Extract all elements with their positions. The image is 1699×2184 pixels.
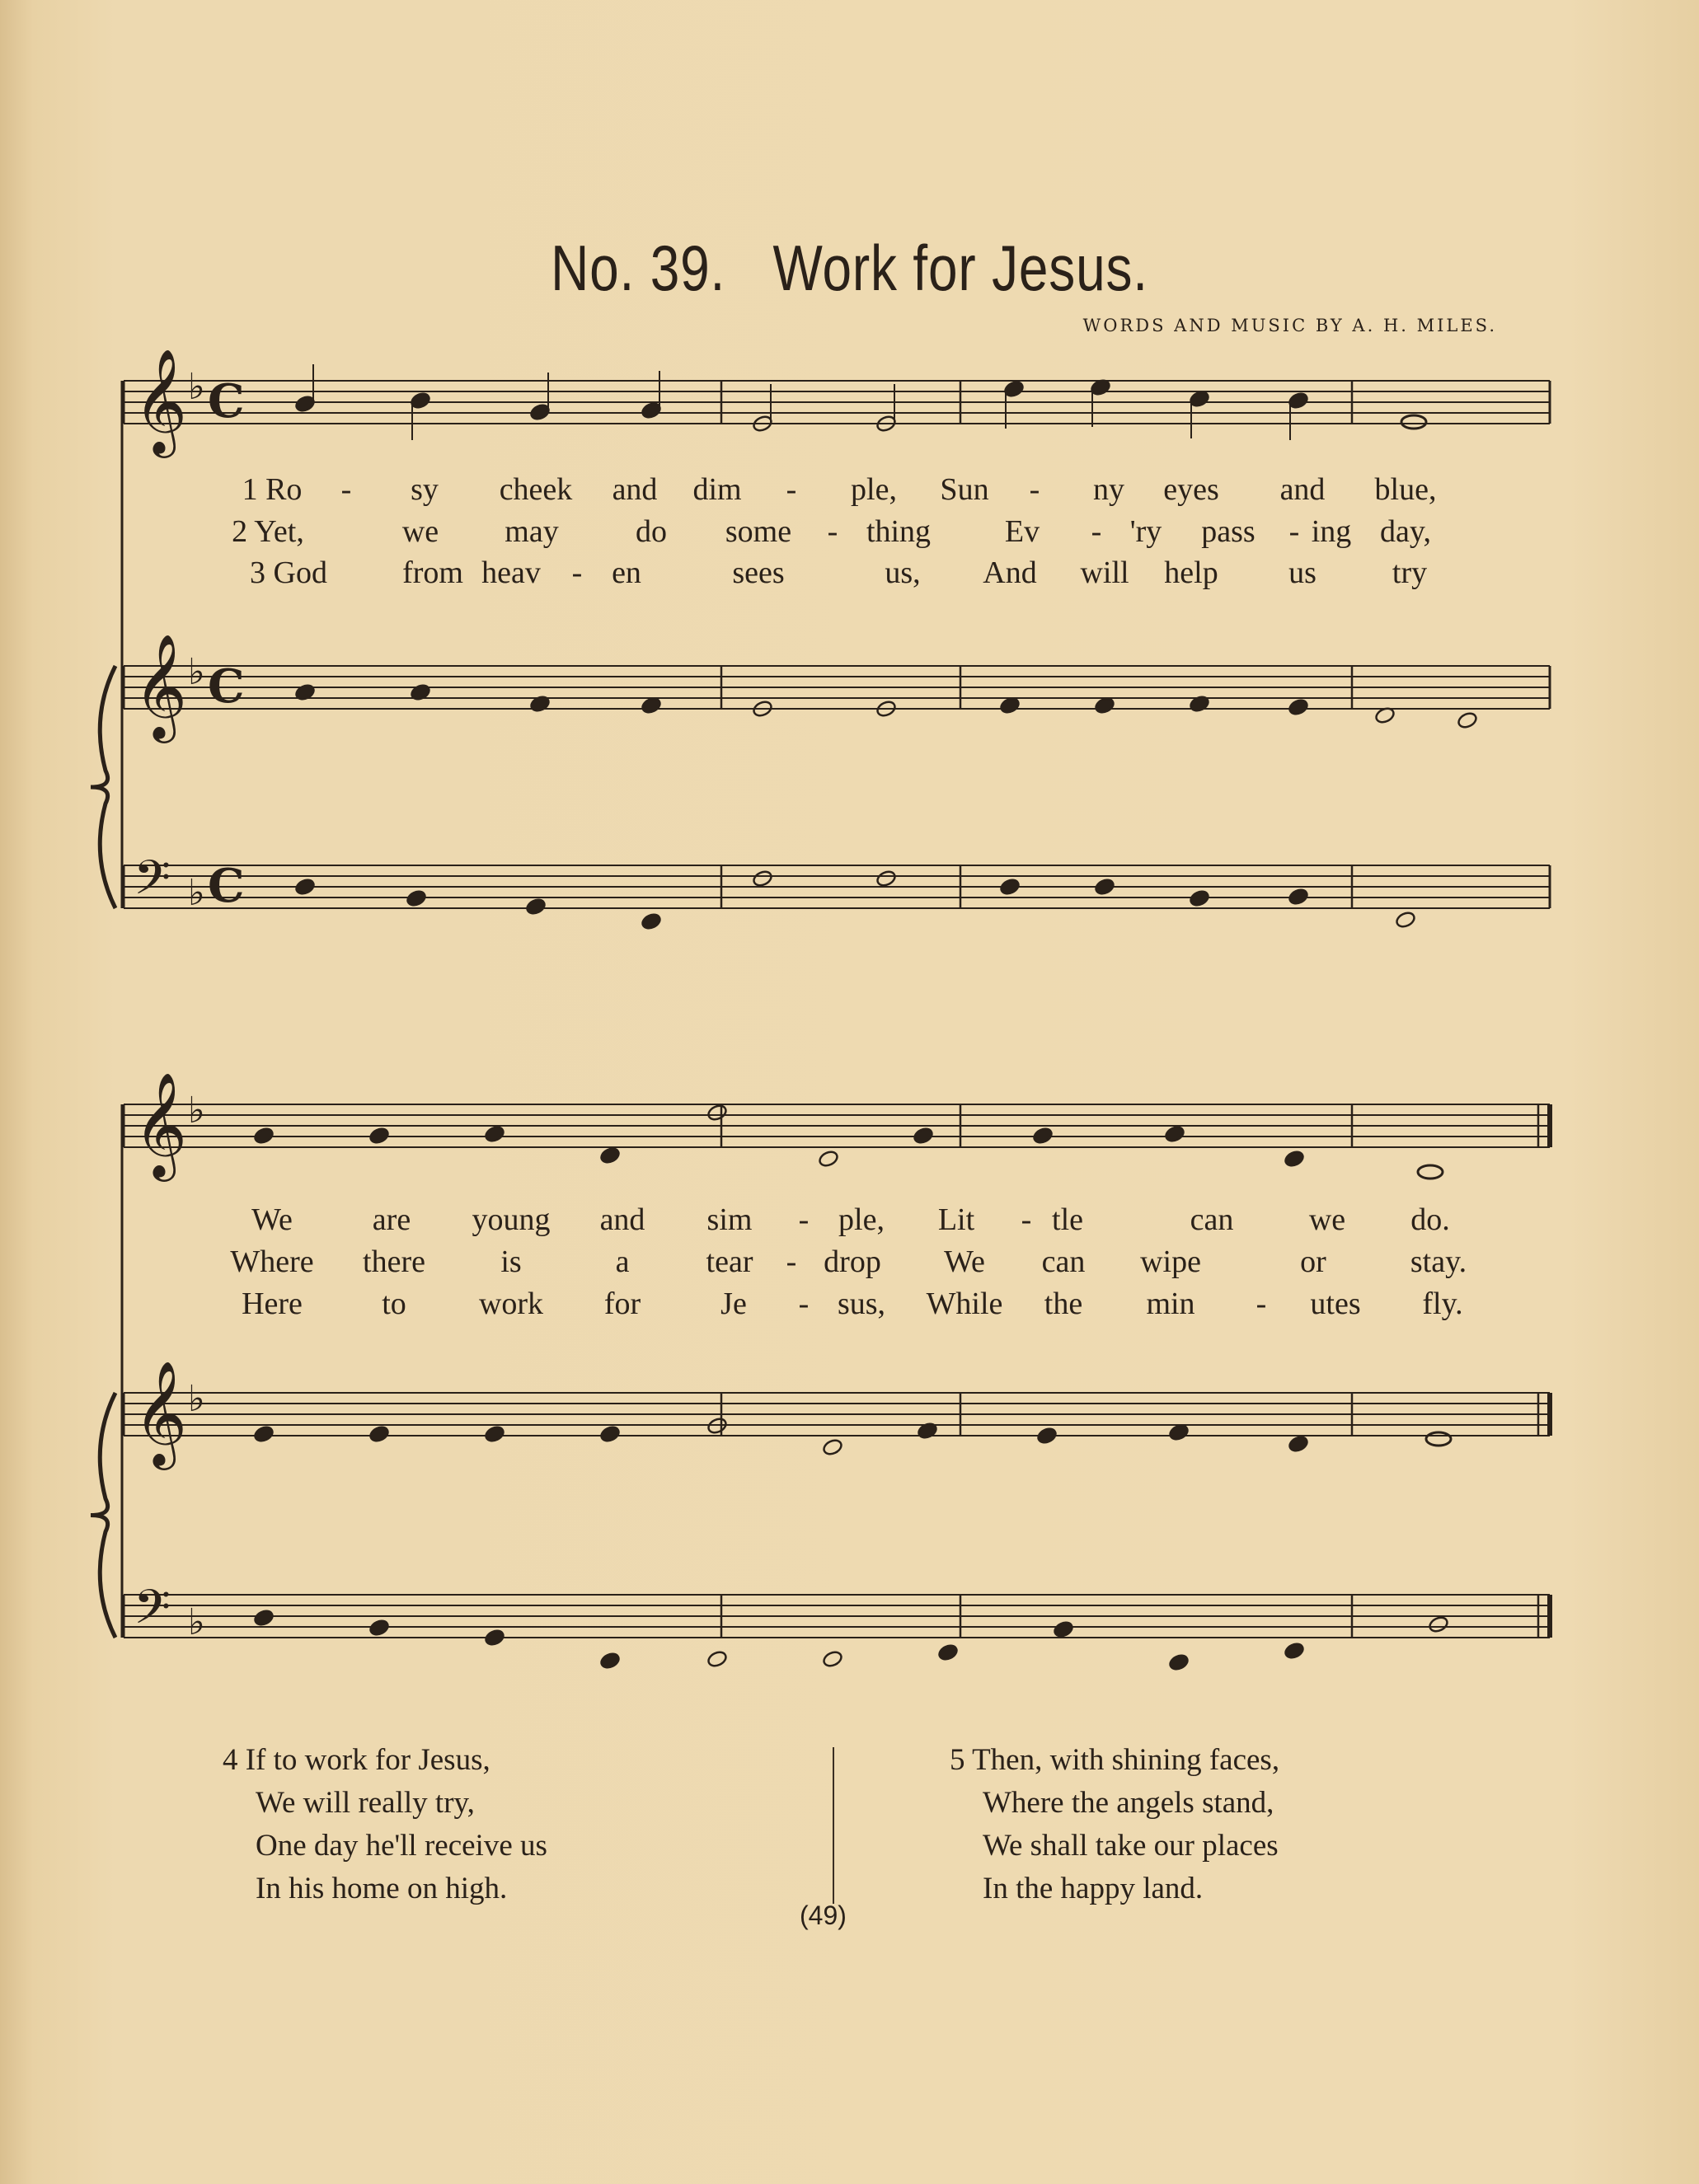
system-2-alto-half-note <box>822 1438 843 1457</box>
system-1-lyric-line-3-syllable: sees <box>732 555 785 590</box>
system-2-lyric-line-1-syllable: Lit <box>937 1202 975 1237</box>
system-1-bass-half-note <box>875 869 897 888</box>
system-1-lyric-line-2-syllable: may <box>505 514 559 549</box>
system-2-lyric-line-3-syllable: sus, <box>837 1286 886 1321</box>
system-2-lyric-line-2-syllable: We <box>944 1244 985 1279</box>
system-2-lyric-line-1-syllable: tle <box>1052 1202 1083 1237</box>
system-1-lyric-line-1-syllable: dim <box>692 472 742 507</box>
system-1-lyric-line-2-syllable: some <box>725 514 792 549</box>
system-1-bass-half-note <box>1395 911 1416 930</box>
system-1-lyric-line-3-syllable: And <box>983 555 1037 590</box>
system-2-lyric-line-2-syllable: is <box>500 1244 522 1279</box>
system-2-lyric-line-1-syllable: are <box>372 1202 411 1237</box>
system-2-bass-staff-flat-key-signature: ♭ <box>188 1601 205 1643</box>
system-1-lyric-line-2-syllable: day, <box>1380 514 1431 549</box>
system-2-lyric-line-1-syllable: We <box>251 1202 293 1237</box>
system-1-alto-quarter-note <box>529 695 551 714</box>
verse-4-line-3: One day he'll receive us <box>256 1829 547 1863</box>
system-1-lyric-line-2-syllable: thing <box>866 514 932 549</box>
system-2-lyric-line-3-syllable: Here <box>242 1286 303 1321</box>
system-1-lyric-line-1-syllable: - <box>1029 472 1040 507</box>
system-1-lyric-line-1-syllable: - <box>340 472 352 507</box>
system-1-alto-half-note <box>1457 711 1478 730</box>
system-1-lyric-line-2-syllable: - <box>1288 514 1300 549</box>
system-1-bass-quarter-note <box>999 878 1021 897</box>
system-1-bass-staff-common-time: C <box>208 859 245 913</box>
system-2-bass-staff-bass-clef: 𝄢 <box>134 1579 171 1647</box>
system-2-lyric-line-2-syllable: - <box>786 1244 797 1279</box>
system-1-lyric-line-1-syllable: and <box>1279 472 1326 507</box>
system-1-alto-quarter-note <box>294 683 316 702</box>
system-1-alto-staff-treble-clef: 𝄞 <box>134 633 188 738</box>
system-1-lyric-line-2-syllable: Ev <box>1004 514 1040 549</box>
system-2-melody-quarter-note <box>599 1146 621 1165</box>
system-2-alto-quarter-note <box>368 1425 390 1444</box>
system-2-melody-quarter-note <box>1032 1127 1054 1146</box>
verse-4 <box>223 1739 547 1910</box>
system-2-alto-staff-treble-clef: 𝄞 <box>134 1360 188 1465</box>
system-1-melody-staff-common-time: C <box>208 374 245 429</box>
system-2-melody-quarter-note <box>368 1127 390 1146</box>
system-2-lyric-line-1-syllable: ple, <box>838 1202 885 1237</box>
system-1-lyric-line-3-syllable: en <box>612 555 641 590</box>
system-2-alto-whole-note <box>1426 1432 1451 1446</box>
system-1-lyric-line-2-syllable: 2 Yet, <box>232 514 304 549</box>
system-2-lyric-line-3-syllable: Je <box>720 1286 747 1321</box>
system-2-melody-half-note <box>818 1150 839 1169</box>
system-1-lyric-line-2-syllable: 'ry <box>1129 514 1162 549</box>
system-2-melody-quarter-note <box>253 1127 275 1146</box>
system-2-melody-staff-treble-clef: 𝄞 <box>134 1071 188 1177</box>
system-2-lyric-line-3-syllable: min <box>1146 1286 1195 1321</box>
system-1-lyric-line-2-syllable: - <box>827 514 838 549</box>
system-1-lyric-line-1-syllable: 1 Ro <box>242 472 303 507</box>
system-1-lyric-line-2-syllable: we <box>401 514 439 549</box>
system-1-lyric-line-3-syllable: heav <box>481 555 541 590</box>
system-2-bass-half-note <box>706 1650 728 1669</box>
system-2-lyric-line-3-syllable: utes <box>1310 1286 1361 1321</box>
system-1-bass-quarter-note <box>525 898 547 916</box>
system-2-lyric-line-2-syllable: drop <box>824 1244 881 1279</box>
verse-5-line-2: Where the angels stand, <box>983 1786 1274 1820</box>
system-2-melody-quarter-note <box>913 1127 934 1146</box>
system-1-alto-quarter-note <box>1189 695 1210 714</box>
system-1-bass-quarter-note <box>1189 889 1210 908</box>
system-1-lyric-line-3-syllable: us, <box>885 555 921 590</box>
system-1-melody-whole-note <box>1401 415 1426 429</box>
system-2-alto-quarter-note <box>1036 1427 1058 1446</box>
system-1-lyric-line-1-syllable: blue, <box>1374 472 1437 507</box>
system-2-melody-quarter-note <box>1284 1150 1305 1169</box>
system-2-melody-quarter-note <box>1164 1125 1185 1144</box>
system-1-lyric-line-3-syllable: will <box>1080 555 1129 590</box>
system-2-lyric-line-1-syllable: young <box>472 1202 551 1237</box>
system-1-bass-staff-flat-key-signature: ♭ <box>188 872 205 914</box>
system-1-lyric-line-3-syllable: help <box>1164 555 1218 590</box>
system-2-melody-whole-note <box>1418 1165 1443 1179</box>
system-2-alto-quarter-note <box>253 1425 275 1444</box>
system-2-lyric-line-3-syllable: to <box>382 1286 406 1321</box>
system-2-lyric-line-2-syllable: stay. <box>1410 1244 1467 1279</box>
system-2-lyric-line-2-syllable: there <box>363 1244 425 1279</box>
system-2-lyric-line-2-syllable: tear <box>706 1244 753 1279</box>
system-2-lyric-line-3-syllable: - <box>798 1286 810 1321</box>
system-1-alto-staff-flat-key-signature: ♭ <box>188 651 205 693</box>
verse-5-line-1: 5 Then, with shining faces, <box>950 1743 1280 1777</box>
system-2-lyric-line-2-syllable: a <box>615 1244 630 1279</box>
system-1-lyric-line-3-syllable: - <box>571 555 583 590</box>
system-2-bass-quarter-note <box>1168 1653 1190 1672</box>
system-2-bass-half-note <box>822 1650 843 1669</box>
system-2-alto-quarter-note <box>484 1425 505 1444</box>
system-1-bass-half-note <box>752 869 773 888</box>
system-2-bass-quarter-note <box>1284 1642 1305 1661</box>
system-2-lyric-line-1-syllable: - <box>1021 1202 1032 1237</box>
system-1-alto-quarter-note <box>1288 698 1309 717</box>
system-2-lyric-line-1-syllable: and <box>599 1202 645 1237</box>
system-2-lyric-line-3-syllable: the <box>1044 1286 1083 1321</box>
system-2-alto-staff-flat-key-signature: ♭ <box>188 1378 205 1420</box>
system-2-alto-quarter-note <box>1288 1435 1309 1454</box>
system-1-bass-quarter-note <box>406 889 427 908</box>
system-2-lyric-line-3-syllable: work <box>478 1286 544 1321</box>
system-2-lyric-line-3-syllable: for <box>603 1286 641 1321</box>
system-2-lyric-line-3-syllable: fly. <box>1422 1286 1463 1321</box>
verse-5 <box>950 1739 1279 1910</box>
system-2-bass-quarter-note <box>599 1652 621 1671</box>
system-2-lyric-line-1-syllable: we <box>1308 1202 1346 1237</box>
system-1-lyric-line-1-syllable: sy <box>411 472 439 507</box>
verse-divider <box>833 1747 834 1904</box>
system-1-lyric-line-2-syllable: pass <box>1201 514 1255 549</box>
system-1-lyric-line-1-syllable: ple, <box>851 472 897 507</box>
system-1-lyric-line-2-syllable: ing <box>1311 514 1352 549</box>
system-1-lyric-line-1-syllable: cheek <box>499 472 573 507</box>
system-1-lyric-line-3-syllable: 3 God <box>250 555 327 590</box>
system-1-lyric-line-2-syllable: do <box>636 514 667 549</box>
verse-5-line-3: We shall take our places <box>983 1829 1279 1863</box>
system-1-bass-staff-bass-clef: 𝄢 <box>134 850 171 917</box>
system-2-lyric-line-2-syllable: Where <box>230 1244 314 1279</box>
system-1-alto-quarter-note <box>410 683 431 702</box>
system-1-lyric-line-3-syllable: from <box>402 555 463 590</box>
verse-4-line-2: We will really try, <box>256 1786 475 1820</box>
system-2-alto-quarter-note <box>917 1422 938 1441</box>
system-1-melody-staff-flat-key-signature: ♭ <box>188 366 205 408</box>
verse-4-line-1: 4 If to work for Jesus, <box>223 1743 490 1777</box>
system-1-bass-quarter-note <box>1288 888 1309 907</box>
system-1-bass-quarter-note <box>641 912 662 931</box>
system-1-lyric-line-1-syllable: Sun <box>940 472 989 507</box>
page-number: (49) <box>800 1900 847 1930</box>
hymn-number: No. 39. <box>551 232 726 304</box>
system-2-bass-quarter-note <box>253 1609 275 1628</box>
system-2-lyric-line-1-syllable: sim <box>706 1202 753 1237</box>
system-2-lyric-line-2-syllable: can <box>1041 1244 1086 1279</box>
system-1-lyric-line-1-syllable: eyes <box>1163 472 1219 507</box>
system-2-melody-staff-flat-key-signature: ♭ <box>188 1090 205 1132</box>
system-2-bass-quarter-note <box>484 1629 505 1647</box>
system-1-lyric-line-1-syllable: - <box>786 472 797 507</box>
system-2-alto-quarter-note <box>599 1425 621 1444</box>
system-2-bass-quarter-note <box>937 1643 959 1662</box>
system-1-lyric-line-2-syllable: - <box>1091 514 1102 549</box>
system-1-lyric-line-1-syllable: ny <box>1093 472 1124 507</box>
system-1-lyric-line-3-syllable: try <box>1392 555 1428 590</box>
system-1-melody-staff-treble-clef: 𝄞 <box>134 348 188 453</box>
system-1-lyric-line-1-syllable: and <box>612 472 658 507</box>
system-2-lyric-line-1-syllable: - <box>798 1202 810 1237</box>
hymn-name: Work for Jesus. <box>772 232 1148 304</box>
verse-4-line-4: In his home on high. <box>256 1872 508 1905</box>
system-2-lyric-line-2-syllable: wipe <box>1140 1244 1201 1279</box>
system-2-bass-half-note <box>1428 1615 1449 1634</box>
system-2-melody-half-note <box>706 1104 728 1122</box>
system-1-brace <box>91 666 115 908</box>
system-2-bass-quarter-note <box>368 1619 390 1638</box>
system-2-lyric-line-1-syllable: do. <box>1410 1202 1450 1237</box>
system-2-lyric-line-3-syllable: While <box>926 1286 1003 1321</box>
system-2-lyric-line-1-syllable: can <box>1190 1202 1234 1237</box>
system-2-bass-quarter-note <box>1053 1620 1074 1639</box>
system-1-lyric-line-3-syllable: us <box>1288 555 1316 590</box>
verse-5-line-4: In the happy land. <box>983 1872 1204 1905</box>
system-2-lyric-line-3-syllable: - <box>1255 1286 1267 1321</box>
system-2-lyric-line-2-syllable: or <box>1300 1244 1326 1279</box>
system-2-melody-quarter-note <box>484 1125 505 1144</box>
system-1-alto-staff-common-time: C <box>208 659 245 714</box>
system-1-bass-quarter-note <box>294 878 316 897</box>
system-1-bass-quarter-note <box>1094 878 1115 897</box>
hymn-credit: WORDS AND MUSIC BY A. H. MILES. <box>1082 316 1497 335</box>
system-2-brace <box>91 1393 115 1638</box>
